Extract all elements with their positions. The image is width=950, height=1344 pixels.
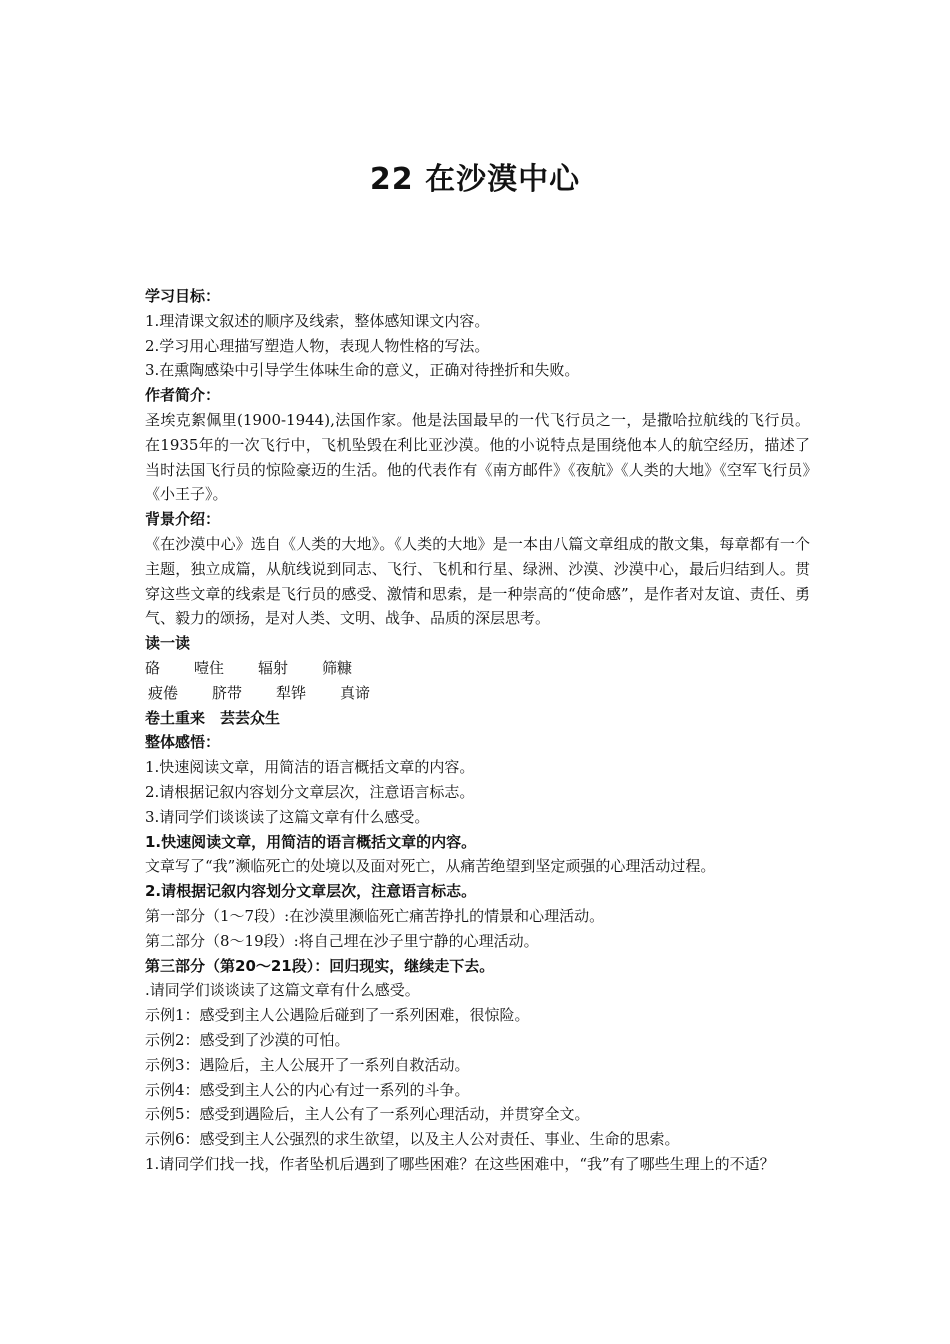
- overall-heading: 整体感悟：: [145, 733, 221, 752]
- part-2: 第二部分（8～19段）:将自己埋在沙子里宁静的心理活动。: [145, 931, 539, 950]
- example: 示例2：感受到了沙漠的可怕。: [145, 1030, 350, 1049]
- example: 示例5：感受到遇险后，主人公有了一系列心理活动，并贯穿全文。: [145, 1105, 590, 1124]
- part-1: 第一部分（1～7段）:在沙漠里濒临死亡痛苦挣扎的情景和心理活动。: [145, 906, 605, 925]
- example: 示例3：遇险后，主人公展开了一系列自救活动。: [145, 1055, 470, 1074]
- idioms: 卷土重来 芸芸众生: [145, 708, 281, 727]
- author-text: 圣埃克絮佩里(1900-1944),法国作家。他是法国最早的一代飞行员之一，是撒哈拉航线的飞行员。在1935年的一次飞行中，飞机坠毁在利比亚沙漠。他的小说特点是围绕他本人的航空经历，描述了当时法国飞行员的惊险豪迈的生活。他的代表作有《南方邮件》《夜航》《人类的大地》《空军飞行员》《小王子》。: [145, 410, 810, 504]
- word: 筛糠: [322, 658, 353, 677]
- example: 示例1：感受到主人公遇险后碰到了一系列困难，很惊险。: [145, 1006, 530, 1025]
- background-text: 《在沙漠中心》选自《人类的大地》。《人类的大地》是一本由八篇文章组成的散文集，每章都有一个主题，独立成篇，从航线说到同志、飞行、飞机和行星、绿洲、沙漠、沙漠中心，最后归结到人。贯穿这些文章的线索是飞行员的感受、激情和思索，是一种崇高的“使命感”，是作者对友谊、责任、勇气、毅力的颂扬，是对人类、文明、战争、品质的深层思考。: [145, 534, 810, 628]
- question-3: .请同学们谈谈读了这篇文章有什么感受。: [145, 981, 420, 1000]
- word: 疲倦: [148, 683, 179, 702]
- overall-item: 3.请同学们谈谈读了这篇文章有什么感受。: [145, 807, 430, 826]
- goal-item: 1.理清课文叙述的顺序及线索，整体感知课文内容。: [145, 311, 490, 330]
- answer-1: 文章写了“我”濒临死亡的处境以及面对死亡，从痛苦绝望到坚定顽强的心理活动过程。: [145, 857, 716, 876]
- word: 辐射: [258, 658, 289, 677]
- background-heading: 背景介绍：: [145, 510, 221, 529]
- question-1: 1.快速阅读文章，用简洁的语言概括文章的内容。: [145, 832, 477, 851]
- part-3: 第三部分（第20～21段）：回归现实，继续走下去。: [145, 956, 495, 975]
- word: 硌: [145, 658, 161, 677]
- question-2: 2.请根据记叙内容划分文章层次，注意语言标志。: [145, 882, 477, 901]
- overall-item: 2.请根据记叙内容划分文章层次，注意语言标志。: [145, 782, 475, 801]
- example: 示例4：感受到主人公的内心有过一系列的斗争。: [145, 1080, 470, 1099]
- final-question: 1.请同学们找一找，作者坠机后遇到了哪些困难？在这些困难中，“我”有了哪些生理上的不适？: [145, 1154, 775, 1173]
- example: 示例6：感受到主人公强烈的求生欲望，以及主人公对责任、事业、生命的思索。: [145, 1130, 680, 1149]
- goals-heading: 学习目标：: [145, 287, 221, 305]
- word: 脐带: [212, 683, 243, 702]
- word: 犁铧: [276, 683, 307, 702]
- page-title: 22 在沙漠中心: [369, 162, 581, 197]
- read-heading: 读一读: [145, 634, 191, 653]
- document-body: [145, 284, 810, 1177]
- word: 真谛: [340, 683, 371, 702]
- overall-item: 1.快速阅读文章，用简洁的语言概括文章的内容。: [145, 758, 475, 777]
- goal-item: 2.学习用心理描写塑造人物，表现人物性格的写法。: [145, 336, 490, 355]
- author-heading: 作者简介：: [145, 386, 221, 405]
- word: 噎住: [194, 658, 225, 677]
- goal-item: 3.在熏陶感染中引导学生体味生命的意义，正确对待挫折和失败。: [145, 361, 580, 380]
- word-row-2: [145, 681, 810, 706]
- word-row-1: [145, 656, 810, 681]
